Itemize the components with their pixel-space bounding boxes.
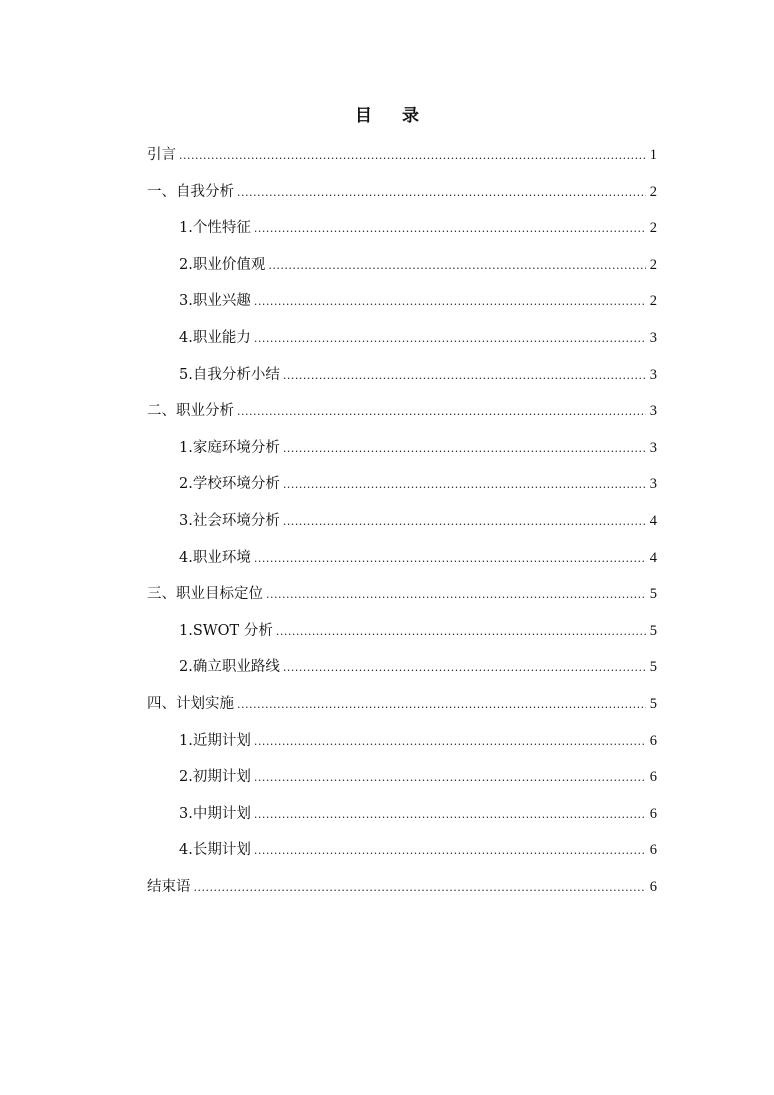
toc-entry-page: 3 (649, 439, 657, 456)
dot-leader (266, 584, 646, 606)
toc-entry[interactable] (147, 583, 657, 620)
dot-leader (179, 145, 646, 167)
toc-entry[interactable] (147, 839, 657, 876)
toc-list (147, 144, 657, 912)
toc-title: 目 录 (355, 106, 431, 126)
toc-entry[interactable] (147, 144, 657, 181)
toc-entry-label: 结束语 (147, 878, 191, 895)
toc-entry[interactable] (147, 510, 657, 547)
toc-entry-page: 4 (649, 512, 657, 529)
toc-entry[interactable] (147, 803, 657, 840)
dot-leader (283, 474, 646, 496)
toc-entry-label: 三、职业目标定位 (147, 586, 263, 603)
toc-entry-page: 1 (649, 147, 657, 163)
toc-entry-page: 2 (649, 183, 657, 200)
toc-entry-page: 2 (649, 293, 657, 310)
dot-leader (276, 621, 646, 643)
toc-entry-label: 二、职业分析 (147, 403, 234, 420)
toc-entry[interactable] (147, 437, 657, 474)
dot-leader (254, 804, 646, 826)
dot-leader (283, 511, 646, 533)
toc-entry-label: 5.自我分析小结 (179, 366, 280, 383)
toc-entry-page: 5 (649, 586, 657, 603)
toc-entry-label: 1.近期计划 (179, 732, 251, 749)
toc-entry[interactable] (147, 254, 657, 291)
dot-leader (283, 365, 646, 387)
toc-entry-label: 4.职业环境 (179, 549, 251, 566)
dot-leader (283, 438, 646, 460)
dot-leader (194, 877, 647, 899)
dot-leader (268, 255, 646, 277)
toc-entry-label: 1.家庭环境分析 (179, 439, 280, 456)
dot-leader (254, 328, 646, 350)
toc-entry-label: 2.职业价值观 (179, 256, 266, 273)
toc-entry-page: 4 (649, 549, 657, 566)
dot-leader (237, 182, 646, 204)
dot-leader (254, 767, 646, 789)
toc-entry-label: 2.初期计划 (179, 769, 251, 786)
toc-entry-page: 3 (649, 476, 657, 493)
toc-entry[interactable] (147, 547, 657, 584)
toc-entry-label: 引言 (147, 147, 176, 163)
toc-entry[interactable] (147, 364, 657, 401)
toc-entry-label: 4.长期计划 (179, 842, 251, 859)
toc-entry[interactable] (147, 730, 657, 767)
toc-entry-page: 5 (649, 622, 657, 639)
toc-entry-label: 2.学校环境分析 (179, 476, 280, 493)
toc-entry-page: 3 (649, 403, 657, 420)
toc-entry-label: 3.社会环境分析 (179, 512, 280, 529)
toc-entry[interactable] (147, 473, 657, 510)
toc-entry-label: 2.确立职业路线 (179, 659, 280, 676)
toc-entry-page: 5 (649, 695, 657, 712)
toc-entry-label: 3.中期计划 (179, 805, 251, 822)
toc-entry[interactable] (147, 766, 657, 803)
dot-leader (254, 291, 646, 313)
dot-leader (237, 401, 646, 423)
toc-entry[interactable] (147, 181, 657, 218)
dot-leader (283, 657, 646, 679)
toc-entry-page: 3 (649, 366, 657, 383)
toc-entry[interactable] (147, 876, 657, 913)
toc-entry-page: 5 (649, 659, 657, 676)
dot-leader (254, 548, 646, 570)
toc-entry-page: 6 (649, 769, 657, 786)
dot-leader (254, 840, 646, 862)
toc-entry-page: 2 (649, 220, 657, 237)
toc-entry-label: 4.职业能力 (179, 329, 251, 346)
dot-leader (254, 731, 646, 753)
toc-entry[interactable] (147, 693, 657, 730)
toc-entry[interactable] (147, 656, 657, 693)
toc-entry[interactable] (147, 327, 657, 364)
dot-leader (254, 218, 646, 240)
toc-entry-page: 3 (649, 329, 657, 346)
toc-entry-label: 四、计划实施 (147, 695, 234, 712)
toc-entry[interactable] (147, 290, 657, 327)
toc-entry[interactable] (147, 217, 657, 254)
toc-entry-page: 2 (649, 256, 657, 273)
toc-entry-label: 1.SWOT 分析 (179, 622, 273, 639)
toc-entry-page: 6 (649, 732, 657, 749)
toc-entry-label: 一、自我分析 (147, 183, 234, 200)
toc-entry-page: 6 (649, 878, 657, 895)
toc-entry-label: 3.职业兴趣 (179, 293, 251, 310)
toc-entry-page: 6 (649, 842, 657, 859)
toc-entry-page: 6 (649, 805, 657, 822)
dot-leader (237, 694, 646, 716)
toc-entry[interactable] (147, 400, 657, 437)
toc-entry[interactable] (147, 620, 657, 657)
toc-entry-label: 1.个性特征 (179, 220, 251, 237)
